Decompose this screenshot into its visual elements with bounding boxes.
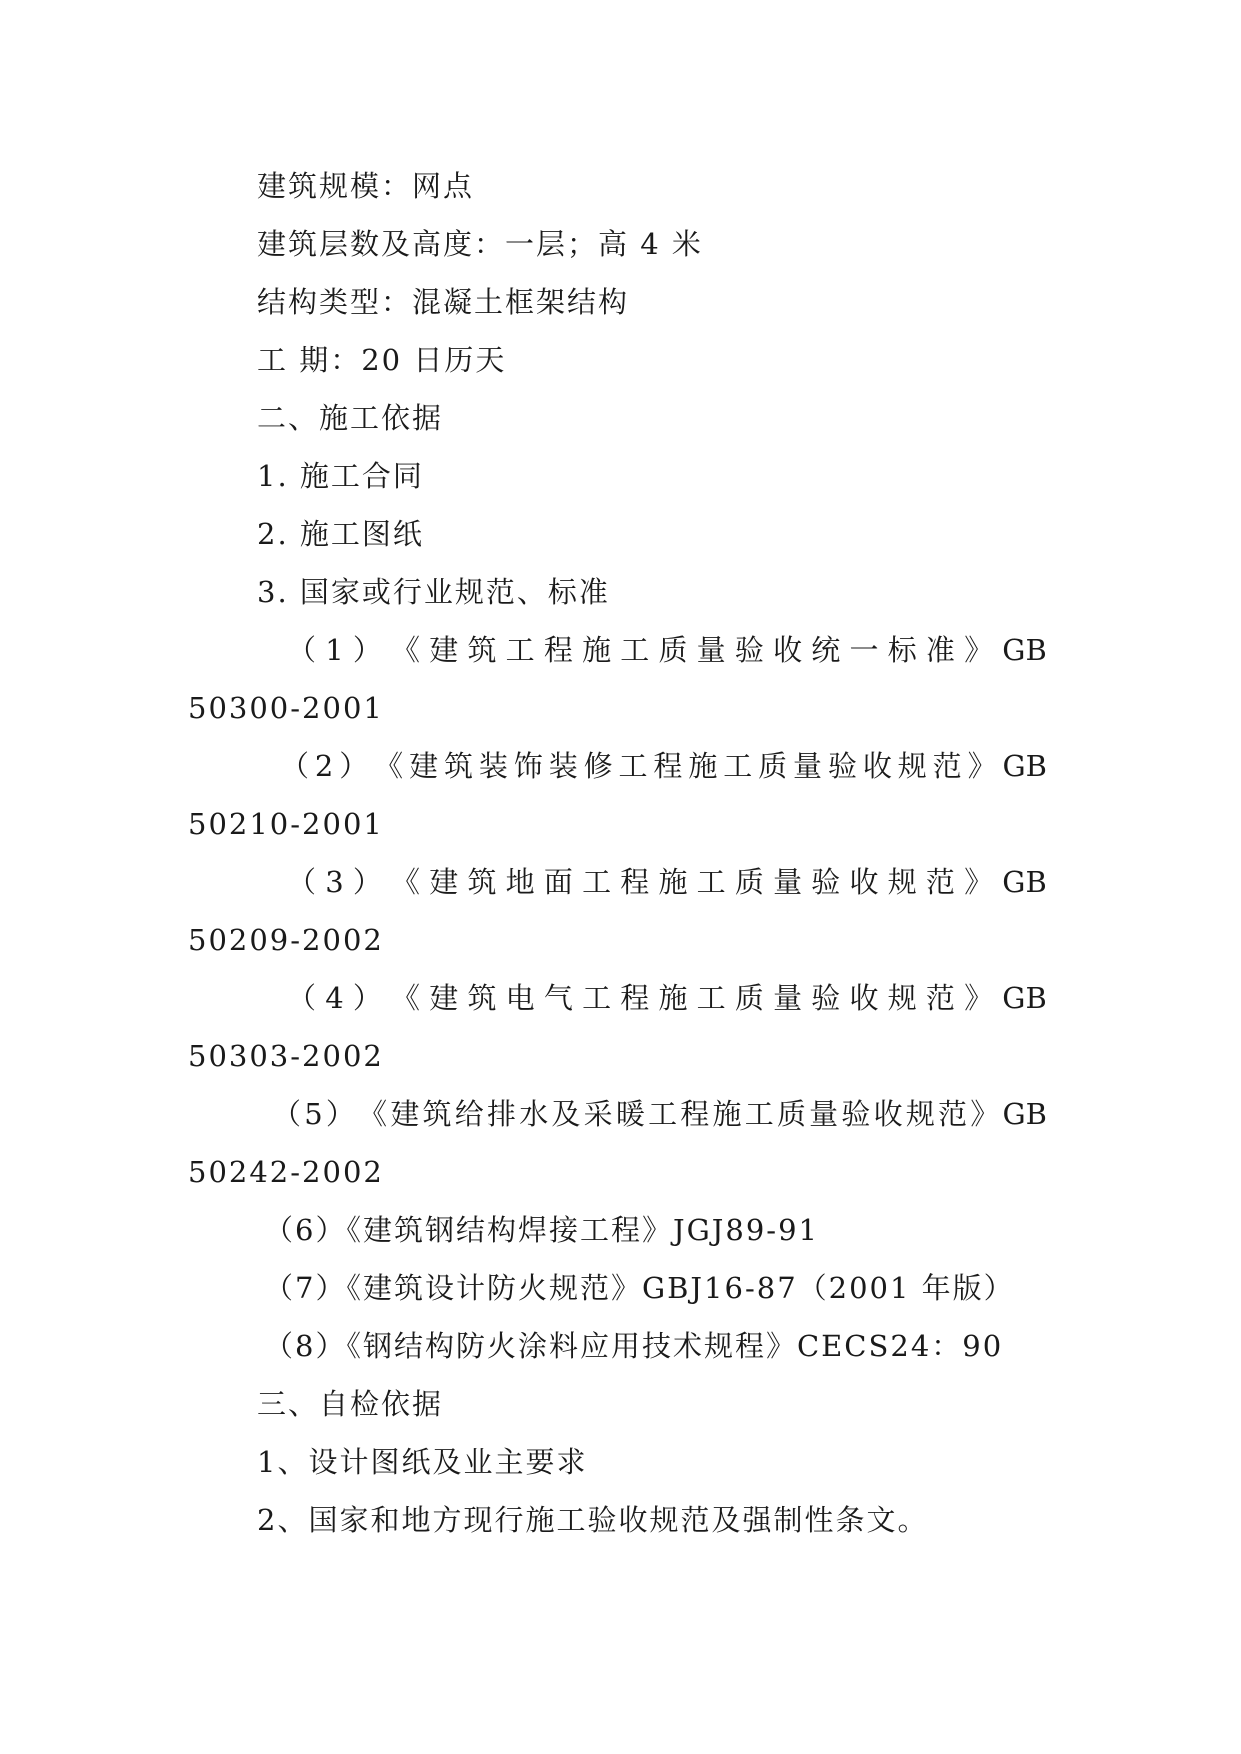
standard-2-title-text-glyph: （ xyxy=(280,749,310,783)
standard-3-title-text-glyph: GB xyxy=(1002,865,1047,899)
standard-2-title-text-glyph: 2 xyxy=(314,749,334,783)
standard-2-title-text-glyph: 施 xyxy=(688,749,718,783)
standard-4-title-text-glyph: 电 xyxy=(505,981,535,1015)
standard-1-title-text-glyph: GB xyxy=(1002,633,1047,667)
standard-2-title-text-glyph: 修 xyxy=(583,749,613,783)
standard-4-title-text-glyph: 《 xyxy=(391,981,421,1015)
standard-3-title-text-glyph: 筑 xyxy=(467,865,497,899)
standard-3-title-text-glyph: 3 xyxy=(325,865,344,899)
standard-5-title-text-glyph: 排 xyxy=(486,1097,516,1131)
standard-5-title-text-glyph: ） xyxy=(325,1097,355,1131)
standard-1-title-text-glyph: 程 xyxy=(543,633,573,667)
standard-4-title xyxy=(287,978,1047,1018)
standard-1-title-text-glyph: ） xyxy=(352,633,382,667)
standard-1-title-text-glyph: 建 xyxy=(429,633,459,667)
standard-2-title-text-glyph: 工 xyxy=(723,749,753,783)
standard-2-title-text-glyph: 工 xyxy=(618,749,648,783)
standard-6: （6）《建筑钢结构焊接工程》JGJ89-91 xyxy=(264,1213,819,1247)
standard-8: （8）《钢结构防火涂料应用技术规程》CECS24：90 xyxy=(264,1329,1004,1363)
standard-5-title-text-glyph: 施 xyxy=(712,1097,742,1131)
standard-5-title-text-glyph: 及 xyxy=(551,1097,581,1131)
standard-3-title-text-glyph: 范 xyxy=(925,865,955,899)
standard-5-title-text-glyph: 暖 xyxy=(615,1097,645,1131)
standard-4-title-text-glyph: 4 xyxy=(325,981,344,1015)
standard-5-title-text-glyph: 》 xyxy=(970,1097,1000,1131)
standard-2-title-text-glyph: 饰 xyxy=(513,749,543,783)
standard-4-title-text-glyph: 工 xyxy=(582,981,612,1015)
standard-3-title-text-glyph: 工 xyxy=(582,865,612,899)
standard-5-code: 50242-2002 xyxy=(188,1155,384,1189)
standard-2-title-text-glyph: 收 xyxy=(862,749,892,783)
standard-7: （7）《建筑设计防火规范》GBJ16-87（2001 年版） xyxy=(264,1271,1015,1305)
standard-5-title-text-glyph: 范 xyxy=(938,1097,968,1131)
standard-1-code: 50300-2001 xyxy=(188,691,384,725)
standard-2-title-text-glyph: 规 xyxy=(897,749,927,783)
standard-5-title-text-glyph: 给 xyxy=(454,1097,484,1131)
standard-4-title-text-glyph: 范 xyxy=(925,981,955,1015)
standard-2-title-text-glyph: 装 xyxy=(478,749,508,783)
self-inspection-item-2: 2、国家和地方现行施工验收规范及强制性条文。 xyxy=(257,1503,929,1537)
standard-3-title-text-glyph: 施 xyxy=(658,865,688,899)
standard-4-title-text-glyph: 质 xyxy=(734,981,764,1015)
standard-4-title-text-glyph: 收 xyxy=(849,981,879,1015)
standard-1-title-text-glyph: 标 xyxy=(887,633,917,667)
standard-4-title-text-glyph: 验 xyxy=(811,981,841,1015)
standard-1-title-text-glyph: 质 xyxy=(658,633,688,667)
standard-1-title-text-glyph: 》 xyxy=(964,633,994,667)
standard-5-title-text-glyph: 工 xyxy=(744,1097,774,1131)
standard-5-title-text-glyph: 收 xyxy=(873,1097,903,1131)
standard-3-title-text-glyph: 程 xyxy=(620,865,650,899)
standard-4-title-text-glyph: 筑 xyxy=(467,981,497,1015)
standard-3-title-text-glyph: 》 xyxy=(964,865,994,899)
line-building-scale: 建筑规模：网点 xyxy=(257,169,475,203)
standard-3-title-text-glyph: （ xyxy=(287,865,317,899)
standard-3-title-text-glyph: 验 xyxy=(811,865,841,899)
standard-3-title-text-glyph: 收 xyxy=(849,865,879,899)
standard-1-title-text-glyph: （ xyxy=(287,633,317,667)
line-structure-type: 结构类型：混凝土框架结构 xyxy=(257,285,630,319)
standard-3-title-text-glyph: 地 xyxy=(505,865,535,899)
standard-2-title-text-glyph: 建 xyxy=(409,749,439,783)
standard-3-title-text-glyph: 工 xyxy=(696,865,726,899)
standard-4-code: 50303-2002 xyxy=(188,1039,384,1073)
standard-3-title-text-glyph: 规 xyxy=(887,865,917,899)
standard-5-title-text-glyph: 《 xyxy=(358,1097,388,1131)
standard-5-title-text-glyph: 水 xyxy=(519,1097,549,1131)
standard-5-title-text-glyph: 工 xyxy=(648,1097,678,1131)
self-inspection-item-1: 1、设计图纸及业主要求 xyxy=(257,1445,588,1479)
line-floors-height: 建筑层数及高度：一层；高 4 米 xyxy=(257,227,703,261)
standard-1-title-text-glyph: 一 xyxy=(849,633,879,667)
standard-5-title-text-glyph: 采 xyxy=(583,1097,613,1131)
standard-2-title-text-glyph: 验 xyxy=(827,749,857,783)
standard-1-title-text-glyph: 《 xyxy=(391,633,421,667)
line-construction-period: 工 期：20 日历天 xyxy=(257,343,507,377)
standard-1-title-text-glyph: 收 xyxy=(773,633,803,667)
standard-5-title xyxy=(272,1094,1047,1134)
standard-2-title-text-glyph: 装 xyxy=(548,749,578,783)
standard-3-title-text-glyph: 量 xyxy=(773,865,803,899)
standard-4-title-text-glyph: 气 xyxy=(543,981,573,1015)
basis-item-2: 2. 施工图纸 xyxy=(257,517,424,551)
standard-3-title-text-glyph: 建 xyxy=(429,865,459,899)
standard-1-title-text-glyph: 施 xyxy=(582,633,612,667)
standard-4-title-text-glyph: 工 xyxy=(696,981,726,1015)
standard-2-title-text-glyph: 范 xyxy=(932,749,962,783)
standard-5-title-text-glyph: 5 xyxy=(304,1097,323,1131)
standard-1-title-text-glyph: 工 xyxy=(505,633,535,667)
standard-4-title-text-glyph: 程 xyxy=(620,981,650,1015)
standard-4-title-text-glyph: 量 xyxy=(773,981,803,1015)
standard-4-title-text-glyph: 规 xyxy=(887,981,917,1015)
standard-2-title-text-glyph: 筑 xyxy=(443,749,473,783)
standard-4-title-text-glyph: 建 xyxy=(429,981,459,1015)
standard-5-title-text-glyph: GB xyxy=(1002,1097,1047,1131)
standard-1-title-text-glyph: 筑 xyxy=(467,633,497,667)
standard-4-title-text-glyph: ） xyxy=(352,981,382,1015)
standard-1-title-text-glyph: 统 xyxy=(811,633,841,667)
standard-2-title-text-glyph: 质 xyxy=(758,749,788,783)
standard-1-title-text-glyph: 量 xyxy=(696,633,726,667)
basis-item-3: 3. 国家或行业规范、标准 xyxy=(257,575,610,609)
standard-3-title-text-glyph: ） xyxy=(352,865,382,899)
standard-2-title-text-glyph: GB xyxy=(1002,749,1047,783)
standard-2-title-text-glyph: 程 xyxy=(653,749,683,783)
standard-3-title xyxy=(287,862,1047,902)
standard-3-title-text-glyph: 面 xyxy=(543,865,573,899)
standard-5-title-text-glyph: 量 xyxy=(809,1097,839,1131)
section-heading-construction-basis: 二、施工依据 xyxy=(257,401,444,435)
standard-2-title xyxy=(280,746,1047,786)
standard-4-title-text-glyph: （ xyxy=(287,981,317,1015)
standard-5-title-text-glyph: 质 xyxy=(776,1097,806,1131)
standard-3-title-text-glyph: 质 xyxy=(734,865,764,899)
standard-4-title-text-glyph: 施 xyxy=(658,981,688,1015)
standard-3-code: 50209-2002 xyxy=(188,923,384,957)
standard-1-title xyxy=(287,630,1047,670)
standard-5-title-text-glyph: 程 xyxy=(680,1097,710,1131)
standard-5-title-text-glyph: 规 xyxy=(905,1097,935,1131)
section-heading-self-inspection: 三、自检依据 xyxy=(257,1387,444,1421)
standard-4-title-text-glyph: GB xyxy=(1002,981,1047,1015)
standard-2-title-text-glyph: 》 xyxy=(967,749,997,783)
standard-5-title-text-glyph: 筑 xyxy=(422,1097,452,1131)
basis-item-1: 1. 施工合同 xyxy=(257,459,424,493)
standard-1-title-text-glyph: 准 xyxy=(925,633,955,667)
standard-1-title-text-glyph: 工 xyxy=(620,633,650,667)
standard-5-title-text-glyph: （ xyxy=(272,1097,302,1131)
standard-2-code: 50210-2001 xyxy=(188,807,384,841)
standard-3-title-text-glyph: 《 xyxy=(391,865,421,899)
standard-1-title-text-glyph: 验 xyxy=(734,633,764,667)
standard-5-title-text-glyph: 建 xyxy=(390,1097,420,1131)
standard-2-title-text-glyph: 量 xyxy=(793,749,823,783)
standard-2-title-text-glyph: ） xyxy=(339,749,369,783)
standard-5-title-text-glyph: 验 xyxy=(841,1097,871,1131)
standard-2-title-text-glyph: 《 xyxy=(374,749,404,783)
standard-4-title-text-glyph: 》 xyxy=(964,981,994,1015)
standard-1-title-text-glyph: 1 xyxy=(325,633,344,667)
